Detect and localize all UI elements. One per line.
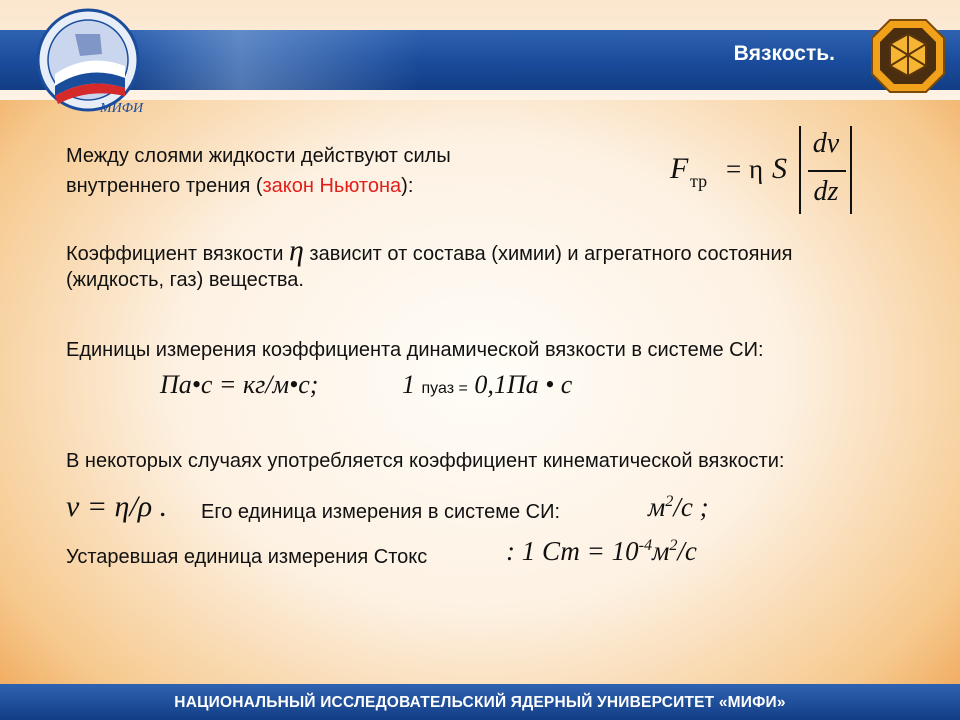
formula-numerator: dv xyxy=(812,128,840,159)
kinematic-formula: ν = η/ρ . xyxy=(66,490,168,523)
para4-line1: В некоторых случаях употребляется коэффициент кинематической вязкости: xyxy=(66,450,785,472)
stokes-tail: /с xyxy=(677,536,697,566)
newton-law-link[interactable]: закон Ньютона xyxy=(262,175,402,197)
para2-line2: (жидкость, газ) вещества. xyxy=(66,269,304,291)
si-unit-expression: Па•с = кг/м•с; xyxy=(160,370,319,399)
svg-text:МИФИ: МИФИ xyxy=(100,101,144,116)
formula-denominator: dz xyxy=(813,176,839,207)
kin-unit-exp: 2 xyxy=(665,492,674,510)
para1-line2-post: ): xyxy=(401,175,414,197)
slide-title: Вязкость. xyxy=(733,42,835,65)
para1-line2 xyxy=(66,173,413,200)
stokes-pre: : 1 Ст = 10 xyxy=(506,536,639,566)
poise-line xyxy=(402,370,572,400)
footer-university-name: НАЦИОНАЛЬНЫЙ ИССЛЕДОВАТЕЛЬСКИЙ ЯДЕРНЫЙ УНИВЕРСИТЕТ «МИФИ» xyxy=(174,694,786,711)
abs-bar-right xyxy=(850,126,852,214)
formula-subscript: тр xyxy=(690,171,708,191)
kinematic-unit xyxy=(648,492,709,523)
header-photo-band xyxy=(120,30,420,90)
poise-number: 1 xyxy=(402,370,415,399)
newton-friction-formula xyxy=(668,122,858,217)
para2-pre: Коэффициент вязкости xyxy=(66,243,284,265)
stokes-exp2: 2 xyxy=(669,536,678,554)
para3-line1: Единицы измерения коэффициента динамической вязкости в системе СИ: xyxy=(66,339,764,361)
abs-bar-left xyxy=(799,126,801,214)
formula-force: F xyxy=(670,152,689,185)
stokes-text: Устаревшая единица измерения Стокс xyxy=(66,546,428,568)
stokes-exp1: -4 xyxy=(638,536,653,554)
university-logo xyxy=(30,4,150,124)
poise-label: пуаз = xyxy=(421,380,468,397)
kinematic-unit-text: Его единица измерения в системе СИ: xyxy=(201,501,561,523)
stokes-mid: м xyxy=(652,536,670,566)
stokes-formula xyxy=(506,536,697,567)
formula-eta: η xyxy=(749,154,764,184)
para2-line1 xyxy=(66,234,793,268)
cube-logo-icon xyxy=(868,16,948,96)
eta-symbol: η xyxy=(288,234,304,267)
kin-unit-tail: /с ; xyxy=(673,492,709,522)
para1-line2-pre: внутреннего трения ( xyxy=(66,175,263,197)
formula-equals: = xyxy=(726,154,742,184)
kin-unit-base: м xyxy=(648,492,666,522)
para2-post: зависит от состава (химии) и агрегатного состояния xyxy=(309,243,793,265)
poise-value: 0,1Па • с xyxy=(474,370,573,399)
formula-area: S xyxy=(772,152,787,185)
fraction-line xyxy=(808,170,846,172)
para1-line1: Между слоями жидкости действуют силы xyxy=(66,145,451,167)
